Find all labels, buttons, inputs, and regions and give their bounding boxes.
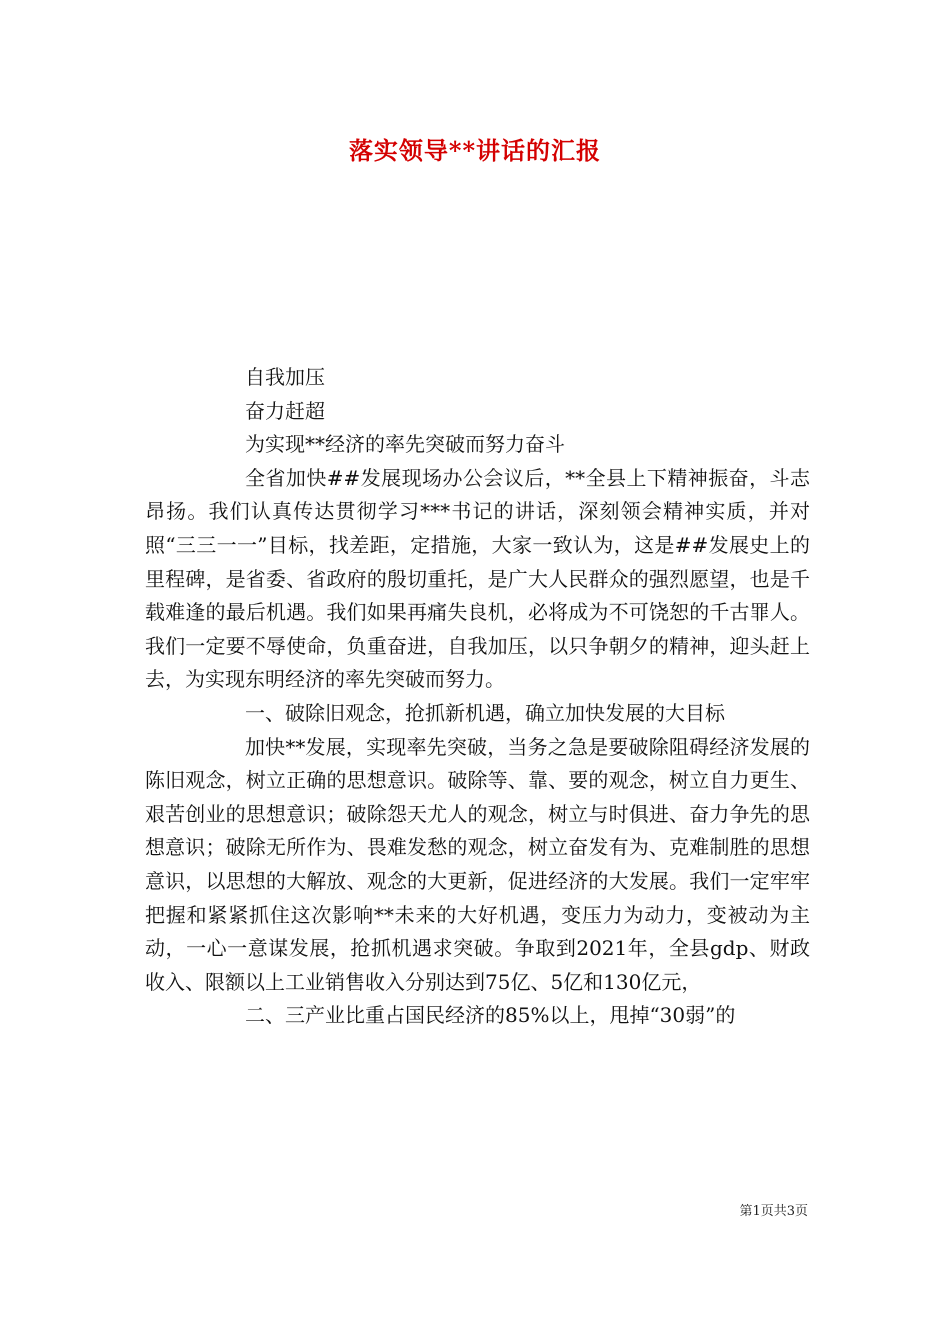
paragraph-section-2-start: 二、三产业比重占国民经济的85%以上，甩掉“30弱”的 xyxy=(245,1003,736,1028)
paragraph-subtitle-2: 奋力赶超 xyxy=(245,398,325,423)
page-number: 第1页共3页 xyxy=(739,1204,808,1219)
paragraph-subtitle-1: 自我加压 xyxy=(245,365,325,389)
paragraph-intro: 全省加快##发展现场办公会议后，**全县上下精神振奋，斗志昂扬。我们认真传达贯彻学习***书记的讲话，深刻领会精神实质，并对照“三三一一”目标，找差距，定措施，大家一致认为，这是##发展史上的里程碑，是省委、省政府的殷切重托，是广大人民群众的强烈愿望，也是千载难逢的最后机遇。我们如果再痛失良机，必将成为不可饶恕的千古罪人。我们一定要不辱使命，负重奋进，自我加压，以只争朝夕的精神，迎头赶上去，为实现东明经济的率先突破而努力。 xyxy=(145,465,810,692)
section-heading-1: 一、破除旧观念，抢抓新机遇，确立加快发展的大目标 xyxy=(245,700,725,725)
document-body xyxy=(145,361,810,1033)
paragraph-section-1: 加快**发展，实现率先突破，当务之急是要破除阻碍经济发展的陈旧观念，树立正确的思想意识。破除等、靠、要的观念，树立自力更生、艰苦创业的思想意识；破除怨天尤人的观念，树立与时俱进、奋力争先的思想意识；破除无所作为、畏难发愁的观念，树立奋发有为、克难制胜的思想意识，以思想的大解放、观念的大更新，促进经济的大发展。我们一定牢牢把握和紧紧抓住这次影响**未来的大好机遇，变压力为动力，变被动为主动，一心一意谋发展，抢抓机遇求突破。争取到2021年，全县gdp、财政收入、限额以上工业销售收入分别达到75亿、5亿和130亿元， xyxy=(145,734,810,994)
paragraph-subtitle-3: 为实现**经济的率先突破而努力奋斗 xyxy=(245,432,565,457)
document-title: 落实领导**讲话的汇报 xyxy=(348,136,602,165)
